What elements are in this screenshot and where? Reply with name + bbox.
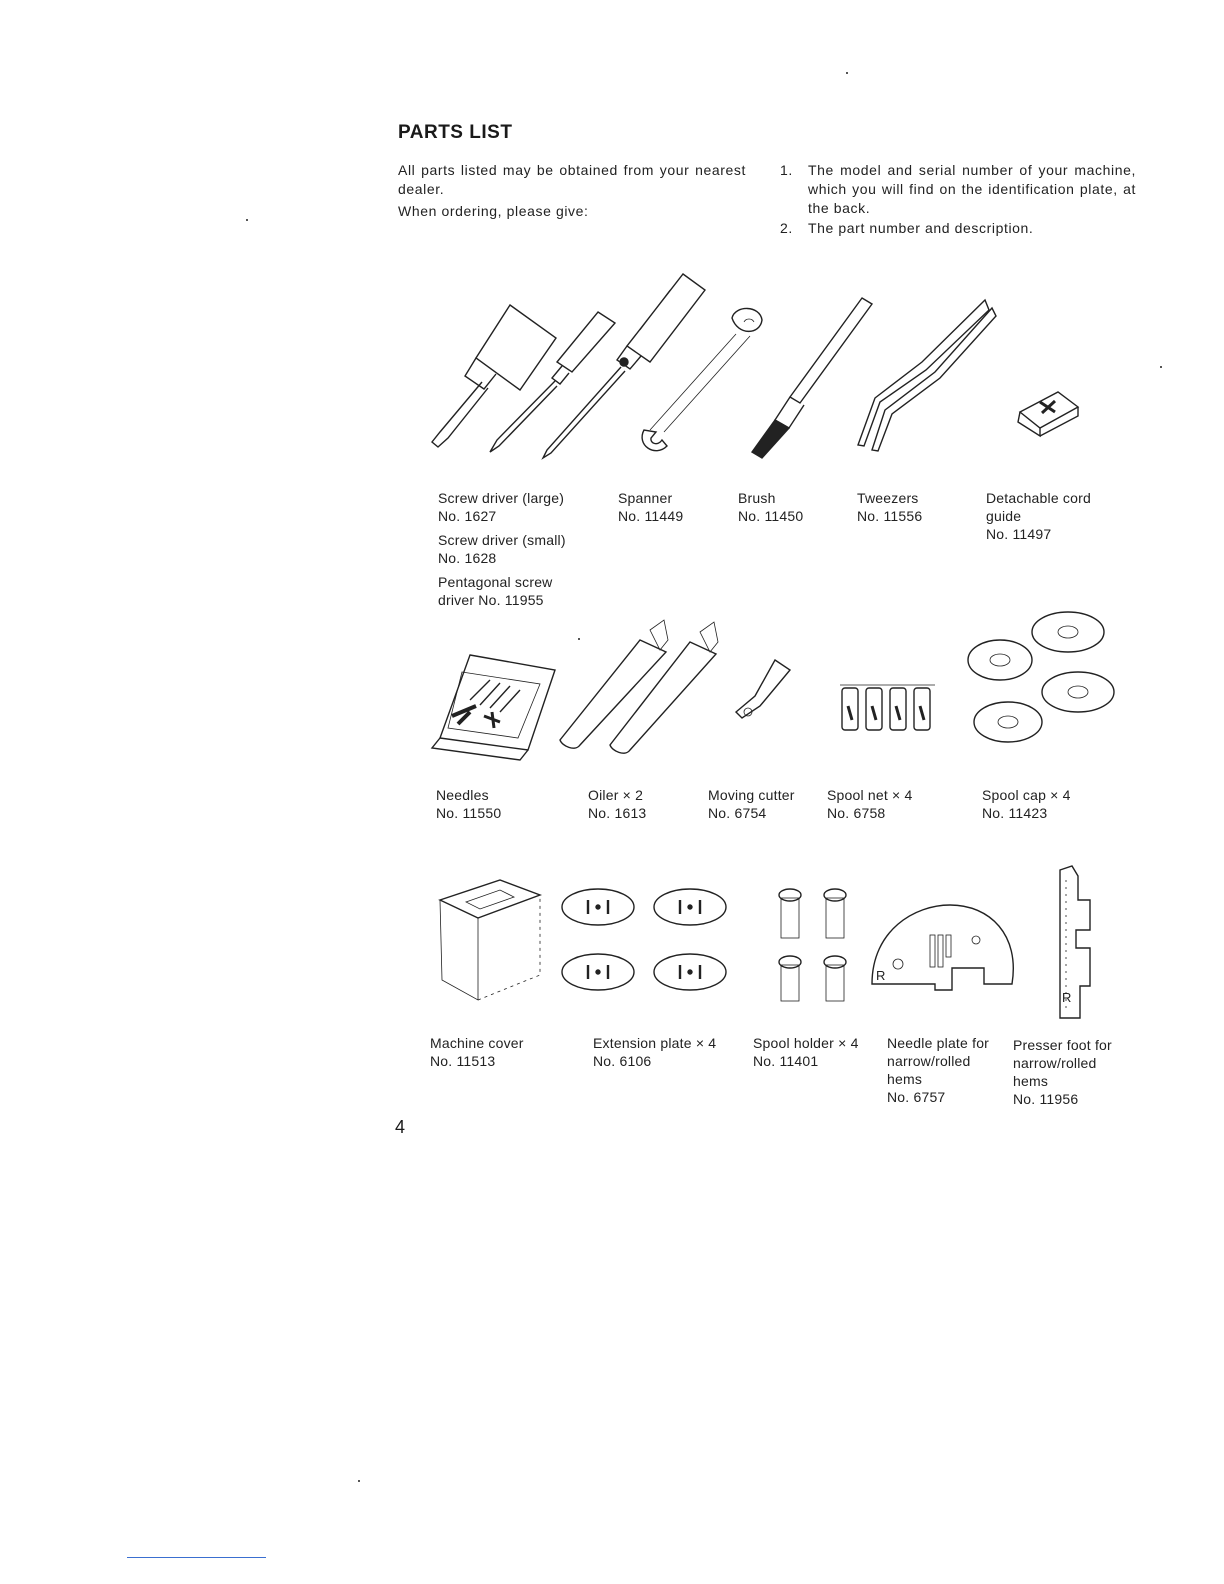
- number-screw-driver-large: No. 1627: [438, 508, 497, 524]
- needle-plate-mark: R: [876, 968, 886, 983]
- label-presser-foot-line1: Presser foot for: [1013, 1037, 1112, 1053]
- scan-speck: [246, 219, 248, 221]
- number-pentagonal-screw-driver: driver No. 11955: [438, 592, 544, 608]
- label-cord-guide-number: No. 11497: [986, 526, 1052, 542]
- label-moving-cutter: [708, 786, 795, 822]
- label-spanner: [618, 489, 683, 525]
- label-machine-cover: [430, 1034, 524, 1070]
- label-tweezers: [857, 489, 922, 525]
- label-pentagonal-screw-driver: Pentagonal screw: [438, 574, 553, 590]
- pentagonal-screw-driver-illustration: [543, 274, 705, 458]
- instruction-2-text: The part number and description.: [808, 220, 1034, 236]
- oiler-illustration: [560, 620, 718, 753]
- machine-cover-illustration: [440, 880, 540, 1000]
- label-screw-driver-small: Screw driver (small): [438, 532, 566, 548]
- label-needles-number: No. 11550: [436, 805, 502, 821]
- instruction-1-number: 1.: [780, 162, 793, 178]
- label-spool-net-number: No. 6758: [827, 805, 886, 821]
- presser-foot-mark: R: [1062, 990, 1072, 1005]
- label-tweezers-number: No. 11556: [857, 508, 923, 524]
- label-needle-plate-line2: narrow/rolled: [887, 1053, 971, 1069]
- intro-ordering: When ordering, please give:: [398, 203, 589, 219]
- number-screw-driver-small: No. 1628: [438, 550, 497, 566]
- label-extension-plate-name: Extension plate × 4: [593, 1035, 717, 1051]
- label-needles-name: Needles: [436, 787, 489, 803]
- label-screw-driver-large: Screw driver (large): [438, 490, 565, 506]
- label-cord-guide-name2: guide: [986, 508, 1022, 524]
- spanner-illustration: [642, 308, 762, 450]
- page-number: 4: [395, 1117, 406, 1137]
- scan-speck: [358, 1480, 360, 1482]
- label-spool-holder-number: No. 11401: [753, 1053, 819, 1069]
- tweezers-illustration: [858, 300, 996, 451]
- label-oiler: [588, 786, 646, 822]
- spool-holder-illustration: [779, 889, 846, 1001]
- instruction-1-text: The model and serial number of your machine, which you will find on the identification plate, at the back.: [808, 162, 1136, 216]
- label-needle-plate-line3: hems: [887, 1071, 923, 1087]
- label-machine-cover-name: Machine cover: [430, 1035, 524, 1051]
- label-presser-foot: [1013, 1036, 1112, 1108]
- intro-availability: All parts listed may be obtained from your nearest dealer.: [398, 162, 746, 197]
- label-spool-cap-name: Spool cap × 4: [982, 787, 1071, 803]
- label-spool-cap: [982, 786, 1071, 822]
- label-oiler-number: No. 1613: [588, 805, 647, 821]
- label-presser-foot-line3: hems: [1013, 1073, 1049, 1089]
- spool-net-illustration: [840, 685, 935, 730]
- scan-speck: [578, 638, 580, 640]
- label-cord-guide: [986, 489, 1091, 543]
- label-moving-cutter-name: Moving cutter: [708, 787, 795, 803]
- label-spool-cap-number: No. 11423: [982, 805, 1048, 821]
- label-tweezers-name: Tweezers: [857, 490, 919, 506]
- label-brush: [738, 489, 803, 525]
- label-moving-cutter-number: No. 6754: [708, 805, 767, 821]
- label-spool-holder-name: Spool holder × 4: [753, 1035, 859, 1051]
- label-needle-plate-number: No. 6757: [887, 1089, 946, 1105]
- needle-plate-illustration: [872, 905, 1013, 990]
- brush-illustration: [752, 298, 872, 458]
- label-spanner-name: Spanner: [618, 490, 673, 506]
- moving-cutter-illustration: [736, 660, 790, 718]
- label-needles: [436, 786, 501, 822]
- spool-cap-illustration: [968, 612, 1114, 742]
- label-presser-foot-line2: narrow/rolled: [1013, 1055, 1097, 1071]
- scan-speck: [846, 72, 848, 74]
- extension-plate-illustration: [562, 889, 726, 990]
- label-machine-cover-number: No. 11513: [430, 1053, 496, 1069]
- label-oiler-name: Oiler × 2: [588, 787, 644, 803]
- label-spanner-number: No. 11449: [618, 508, 684, 524]
- label-needle-plate: [887, 1034, 989, 1106]
- label-needle-plate-line1: Needle plate for: [887, 1035, 990, 1051]
- detachable-cord-guide-illustration: [1018, 392, 1078, 436]
- needles-illustration: [432, 655, 555, 760]
- label-screw-drivers: [438, 489, 566, 609]
- instruction-2-number: 2.: [780, 220, 793, 236]
- label-presser-foot-number: No. 11956: [1013, 1091, 1079, 1107]
- label-extension-plate-number: No. 6106: [593, 1053, 652, 1069]
- label-cord-guide-name: Detachable cord: [986, 490, 1091, 506]
- scan-speck: [1160, 366, 1162, 368]
- label-spool-net-name: Spool net × 4: [827, 787, 913, 803]
- screw-driver-large-illustration: [432, 305, 556, 447]
- label-spool-net: [827, 786, 913, 822]
- label-extension-plate: [593, 1034, 716, 1070]
- footer-rule: [127, 1557, 266, 1558]
- label-brush-name: Brush: [738, 490, 776, 506]
- label-spool-holder: [753, 1034, 859, 1070]
- page-title: PARTS LIST: [398, 122, 513, 143]
- label-brush-number: No. 11450: [738, 508, 804, 524]
